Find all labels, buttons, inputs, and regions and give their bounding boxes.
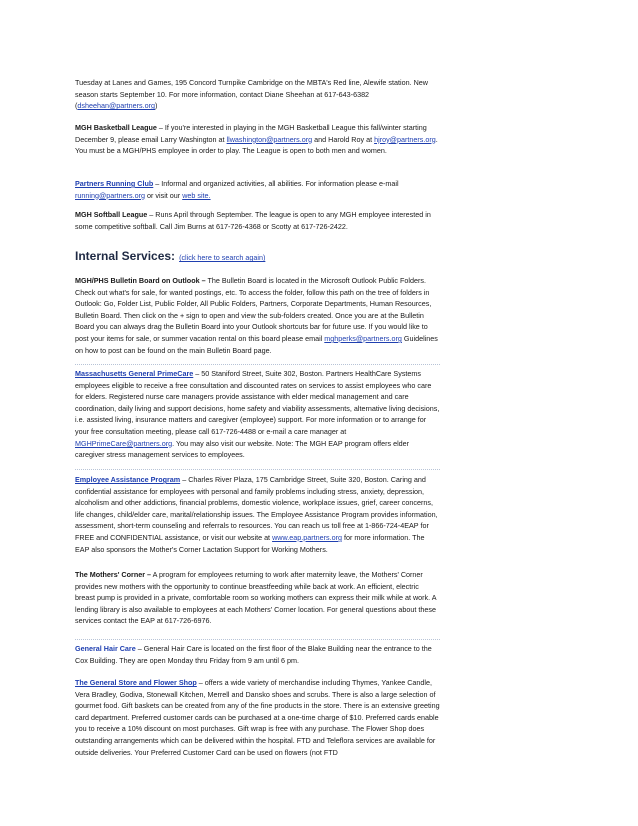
mothers-corner-title: The Mothers' Corner – [75, 570, 151, 579]
bulletin-text-2: Guidelines on how to post can be found on the main Bulletin Board page. [75, 333, 438, 355]
hair-care-title: General Hair Care [75, 644, 136, 653]
internal-services-heading [75, 247, 440, 265]
divider [75, 639, 440, 640]
basketball-text-1: – If you're interested in playing in the MGH Basketball League this fall/winter starting December 9, please email Larry Washington at [75, 123, 427, 144]
eap-link[interactable]: Employee Assistance Program [75, 475, 181, 484]
internal-services-title: Internal Services: [75, 249, 176, 263]
general-store-section [75, 677, 440, 758]
search-again-link[interactable]: (click here to search again) [179, 253, 266, 262]
basketball-text-3: . You must be a MGH/PHS employee in order to play. The League is open to both men and women. [75, 134, 438, 156]
eap-website-link[interactable]: www.eap.partners.org [272, 532, 342, 542]
basketball-section [75, 122, 440, 157]
eap-section [75, 474, 440, 555]
general-store-link[interactable]: The General Store and Flower Shop [75, 678, 197, 687]
running-website-link[interactable]: web site. [182, 190, 211, 200]
general-store-text: – offers a wide variety of merchandise including Thymes, Yankee Candle, Vera Bradley, Godiva, Stonewall Kitchen, Merrell and Dansko shoes and scrubs. There is also a large selection of gourmet food. Gift baskets can be created from any of the fine products in the store. There is an extensive greeting card department. Preferred customer cards can be purchased at a one-time charge of $10. Preferred cards enable you to receive a 10% discount on most purchases. Gift wrap is free with any purchase. The Flower Shop does outstanding arrangements which can be delivered within the hospital. FTD and Teleflora services are available for outside deliveries. Your Preferred Customer Card can be used on flowers (not FTD [75, 678, 440, 757]
basketball-email-1-link[interactable]: llwashington@partners.org [226, 134, 313, 144]
eap-text-1: – Charles River Plaza, 175 Cambridge Street, Suite 320, Boston. Caring and confidential assistance for employees with personal and family problems including stress, anxiety, depression, alcoholism and other addictions, financial problems, domestic violence, workplace issues, grief, career concerns, life changes, child/elder care, marital/relationship issues. The Employee Assistance Program provides information, assessment, short-term counseling and referrals to resources. You can reach us toll free at 1-866-724-4EAP for FREE and CONFIDENTIAL assistance, or visit our website at [75, 475, 438, 542]
softball-section [75, 209, 440, 232]
basketball-email-2-link[interactable]: hjroy@partners.org [374, 134, 436, 144]
divider [75, 364, 440, 365]
mothers-corner-section [75, 569, 440, 627]
primecare-text-1: – 50 Staniford Street, Suite 302, Boston. Partners HealthCare Systems employees eligible to receive a free consultation and discounted rates on services to assist employees who care for elders. Registered nurse care managers provide assistance with elder medical management and care coordination, daily living and support decisions, home safety and viability assessments, alternative living decisions, i.e. assisted living, insurance matters and caregiver (employee) support. For more information or to arrange for your free consultation meeting, please call 617-726-4488 or e-mail a care manager at [75, 369, 440, 436]
running-text-1: – Informal and organized activities, all abilities. For information please e-mail [153, 179, 399, 188]
primecare-email-link[interactable]: MGHPrimeCare@partners.org [75, 438, 173, 448]
bulletin-text-1: The Bulletin Board is located in the Microsoft Outlook Public Folders. Check out what's for sale, for wanted postings, etc. To access the folder, follow this path on the tree of folders in Outlook: Go, Folder List, Public Folder, All Public Folders, Partners, Corporate Departments, Human Resources, Bulletin Board. Then click on the + sign to open and view the sub-folders created. Once you are at the Bulletin Board you can always drag the Bulletin Board into your Outlook shortcuts bar for future use. If you would like to post your items for sale, or summer vacation rental on this board please email [75, 276, 432, 343]
hair-care-section [75, 643, 440, 666]
bulletin-title: MGH/PHS Bulletin Board on Outlook – [75, 276, 206, 285]
running-text-2: or visit our [145, 190, 183, 200]
basketball-title: MGH Basketball League [75, 123, 157, 132]
primecare-text-2: . You may also visit our website. Note: The MGH EAP program offers elder caregiver stress management services to employees. [75, 438, 410, 460]
intro-close: ) [155, 101, 158, 111]
eap-text-2: for more information. The EAP also sponsors the Mother's Corner Lactation Support for Working Mothers. [75, 532, 425, 554]
primecare-link[interactable]: Massachusetts General PrimeCare [75, 369, 194, 378]
running-section [75, 178, 440, 201]
running-email-link[interactable]: running@partners.org [75, 190, 146, 200]
softball-title: MGH Softball League [75, 210, 148, 219]
hair-care-text: – General Hair Care is located on the first floor of the Blake Building near the entrance to the Cox Building. They are open Monday thru Friday from 9 am until 6 pm. [75, 644, 432, 665]
bulletin-email-link[interactable]: mghperks@partners.org [324, 333, 402, 343]
bulletin-section [75, 275, 440, 356]
intro-text: Tuesday at Lanes and Games, 195 Concord Turnpike Cambridge on the MBTA's Red line, Alewife station. New season starts September 10. For more information, contact Diane Sheehan at 617-643-6382 ( [75, 78, 428, 111]
softball-text: – Runs April through September. The league is open to any MGH employee interested in some competitive softball. Call Jim Burns at 617-726-4368 or Scotty at 617-726-2422. [75, 210, 431, 231]
mothers-corner-text: A program for employees returning to work after maternity leave, the Mothers' Corner provides new mothers with the opportunity to continue breastfeeding while back at work. An efficient, electric breast pump is provided in a private, comfortable room so working mothers can express their milk while at work. A lending library is also available to employees at each Mothers' Corner location. For general questions about these services contact the EAP at 617-726-6976. [75, 570, 437, 626]
basketball-text-2: and Harold Roy at [312, 134, 375, 144]
intro-paragraph [75, 77, 440, 112]
running-club-link[interactable]: Partners Running Club [75, 179, 154, 188]
intro-email-link[interactable]: dsheehan@partners.org [77, 101, 156, 111]
primecare-section [75, 368, 440, 461]
divider [75, 469, 440, 470]
